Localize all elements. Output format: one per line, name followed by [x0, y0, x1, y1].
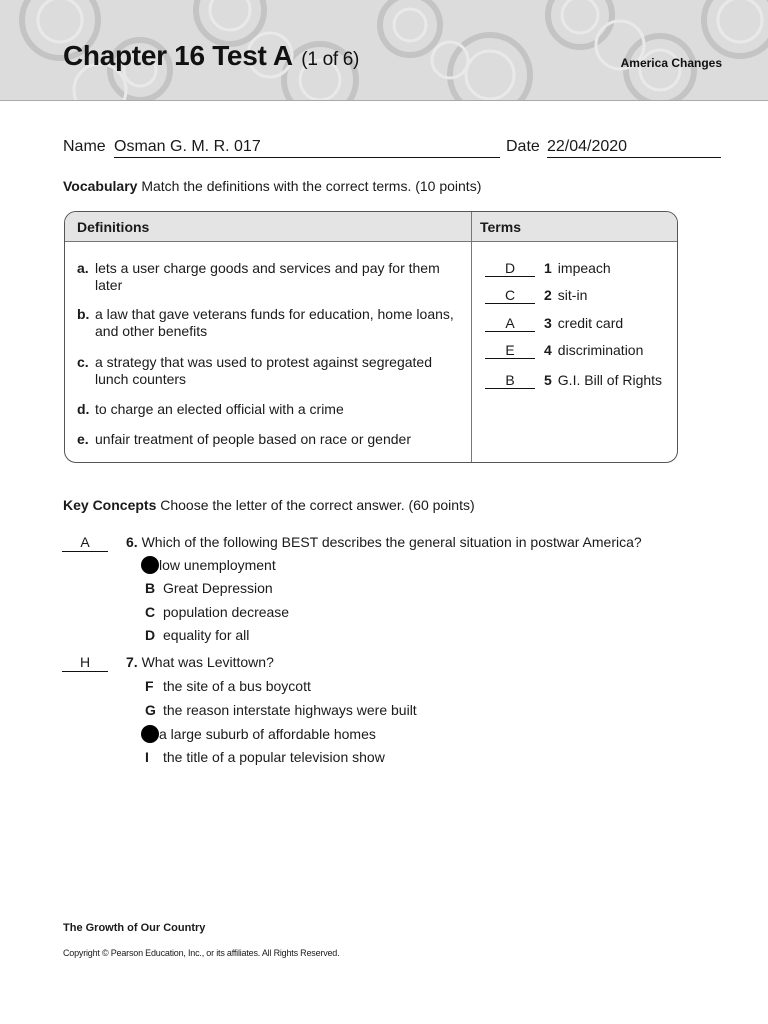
- answer-option[interactable]: [145, 701, 417, 719]
- question-6: [126, 534, 642, 550]
- term-number: 3: [544, 315, 552, 331]
- definition-text: to charge an elected official with a crime: [95, 401, 344, 417]
- definition-text: a law that gave veterans funds for education, home loans, and other benefits: [95, 306, 454, 339]
- definition-letter: e.: [77, 431, 89, 447]
- term-item: [485, 341, 643, 359]
- page-subtitle: (1 of 6): [301, 49, 360, 70]
- page-title: Chapter 16 Test A (1 of 6): [63, 40, 360, 71]
- term-answer-blank[interactable]: E: [485, 341, 535, 359]
- answer-option[interactable]: [145, 626, 249, 644]
- term-answer-blank[interactable]: B: [485, 371, 535, 389]
- term-text: discrimination: [557, 342, 644, 358]
- vocabulary-table: [64, 211, 678, 463]
- term-number: 2: [544, 287, 552, 303]
- filled-bubble-icon: [141, 556, 159, 574]
- definition-letter: b.: [77, 306, 90, 322]
- copyright-notice: Copyright © Pearson Education, Inc., or its affiliates. All Rights Reserved.: [63, 948, 340, 958]
- option-text: the reason interstate highways were built: [163, 702, 417, 718]
- definition-item: [77, 260, 457, 294]
- question-number: 7.: [126, 654, 138, 670]
- definition-item: [77, 431, 457, 448]
- name-label: Name: [63, 138, 106, 155]
- term-answer-blank[interactable]: C: [485, 286, 535, 304]
- definition-letter: d.: [77, 401, 90, 417]
- terms-header: Terms: [480, 219, 521, 235]
- option-text: the title of a popular television show: [163, 749, 385, 765]
- option-text: Great Depression: [163, 580, 273, 596]
- definition-item: [77, 306, 457, 340]
- key-concepts-instructions: [63, 497, 475, 513]
- question-text: What was Levittown?: [141, 654, 274, 670]
- vocabulary-table-header: [65, 212, 677, 242]
- option-letter: G: [145, 702, 156, 718]
- term-number: 4: [544, 342, 552, 358]
- option-letter: C: [145, 604, 156, 620]
- answer-option[interactable]: [145, 677, 311, 695]
- option-text: equality for all: [163, 627, 250, 643]
- definition-letter: c.: [77, 354, 89, 370]
- term-item: [485, 314, 623, 332]
- filled-bubble-icon: [141, 725, 159, 743]
- answer-option[interactable]: [145, 603, 289, 621]
- name-field[interactable]: Osman G. M. R. 017: [114, 137, 500, 158]
- definition-text: unfair treatment of people based on race or gender: [95, 431, 411, 447]
- question-answer-blank[interactable]: H: [62, 654, 108, 672]
- option-text: a large suburb of affordable homes: [159, 726, 376, 742]
- definition-item: [77, 401, 457, 418]
- question-7: [126, 654, 274, 670]
- key-concepts-heading: Key Concepts: [63, 497, 157, 513]
- term-answer-blank[interactable]: D: [485, 259, 535, 277]
- answer-option[interactable]: [145, 725, 376, 743]
- option-letter: B: [145, 580, 156, 596]
- answer-option[interactable]: [145, 579, 273, 597]
- option-text: population decrease: [163, 604, 290, 620]
- option-letter: D: [145, 627, 156, 643]
- date-label: Date: [506, 138, 540, 155]
- term-text: impeach: [557, 260, 611, 276]
- definition-text: a strategy that was used to protest against segregated lunch counters: [95, 354, 432, 387]
- vocabulary-instructions: [63, 178, 481, 194]
- definitions-header: Definitions: [77, 219, 150, 235]
- term-number: 1: [544, 260, 552, 276]
- book-title: The Growth of Our Country: [63, 922, 206, 934]
- page-header: [0, 0, 768, 101]
- question-text: Which of the following BEST describes the general situation in postwar America?: [141, 534, 642, 550]
- option-letter: F: [145, 678, 154, 694]
- option-letter: I: [145, 749, 149, 765]
- term-item: [485, 259, 611, 277]
- definition-letter: a.: [77, 260, 89, 276]
- question-answer-blank[interactable]: A: [62, 534, 108, 552]
- term-item: [485, 371, 662, 389]
- option-text: low unemployment: [159, 557, 276, 573]
- column-divider: [471, 212, 472, 462]
- date-field[interactable]: 22/04/2020: [547, 137, 721, 158]
- question-number: 6.: [126, 534, 138, 550]
- key-concepts-instructions-text: Choose the letter of the correct answer. (60 points): [160, 497, 475, 513]
- option-text: the site of a bus boycott: [163, 678, 311, 694]
- vocabulary-heading: Vocabulary: [63, 178, 138, 194]
- definition-text: lets a user charge goods and services and pay for them later: [95, 260, 440, 293]
- term-text: credit card: [557, 315, 624, 331]
- answer-option[interactable]: [145, 556, 276, 574]
- term-item: [485, 286, 587, 304]
- term-text: G.I. Bill of Rights: [557, 372, 663, 388]
- definition-item: [77, 354, 457, 388]
- unit-title: America Changes: [620, 56, 722, 70]
- answer-option[interactable]: [145, 748, 385, 766]
- term-number: 5: [544, 372, 552, 388]
- term-answer-blank[interactable]: A: [485, 314, 535, 332]
- term-text: sit-in: [557, 287, 588, 303]
- vocabulary-instructions-text: Match the definitions with the correct terms. (10 points): [141, 178, 482, 194]
